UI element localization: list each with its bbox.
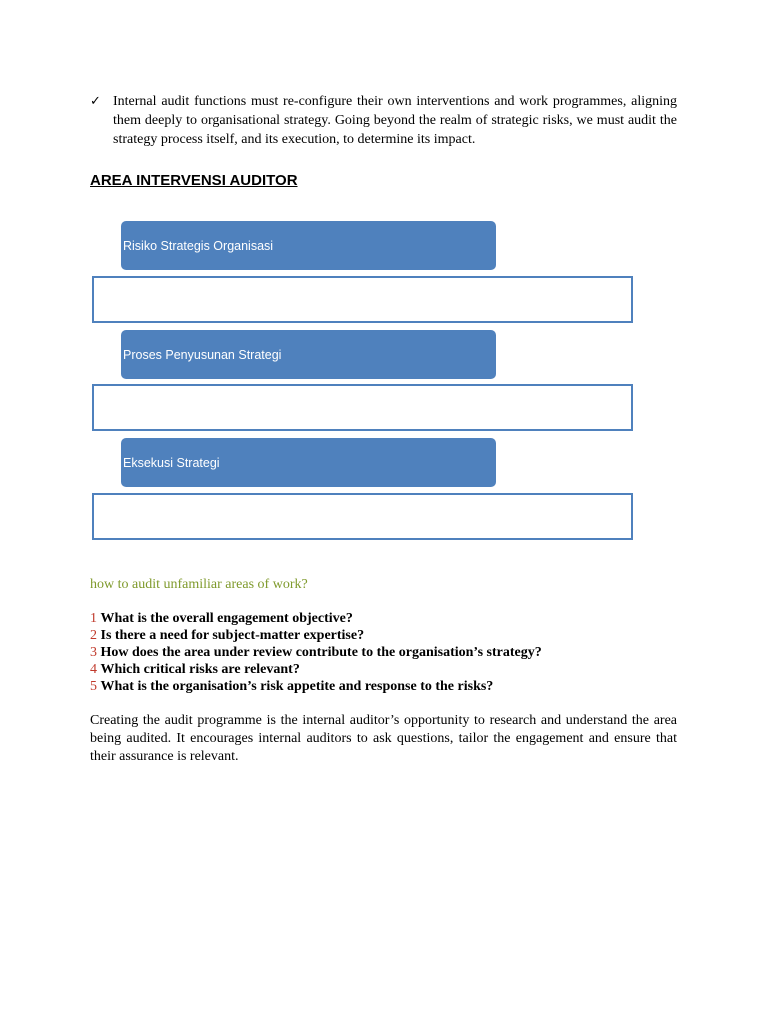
detail-box [92,276,633,323]
question-item [90,661,542,678]
question-text: What is the overall engagement objective? [100,611,353,626]
step-box-strategic-risk [121,221,496,270]
detail-box [92,493,633,540]
question-item [90,644,542,661]
question-text: How does the area under review contribute to the organisation’s strategy? [100,645,542,660]
checkmark-icon: ✓ [90,94,101,109]
step-box-strategy-execution [121,438,496,487]
question-text: What is the organisation’s risk appetite and response to the risks? [100,679,494,694]
intro-bullet [90,92,677,149]
section-heading: AREA INTERVENSI AUDITOR [90,172,298,189]
subheading: how to audit unfamiliar areas of work? [90,577,308,592]
question-list [90,610,542,695]
intro-bullet-text: Internal audit functions must re-configure their own interventions and work programmes, aligning them deeply to organisational strategy. Going beyond the realm of strategic risks, we must audit the strategy process itself, and its execution, to determine its impact. [113,94,677,147]
question-text: Which critical risks are relevant? [100,662,300,677]
question-number: 2 [90,628,97,643]
step-box-strategy-process [121,330,496,379]
question-number: 1 [90,611,97,626]
closing-paragraph: Creating the audit programme is the internal auditor’s opportunity to research and understand the area being audited. It encourages internal auditors to ask questions, tailor the engagement and ensure that their assurance is relevant. [90,713,677,764]
question-item [90,627,542,644]
step-label: Risiko Strategis Organisasi [123,238,274,253]
step-label: Eksekusi Strategi [123,455,220,470]
question-text: Is there a need for subject-matter expertise? [100,628,365,643]
question-item [90,678,542,695]
question-number: 4 [90,662,97,677]
question-number: 5 [90,679,97,694]
detail-box [92,384,633,431]
question-number: 3 [90,645,97,660]
step-label: Proses Penyusunan Strategi [123,347,282,362]
question-item [90,610,542,627]
